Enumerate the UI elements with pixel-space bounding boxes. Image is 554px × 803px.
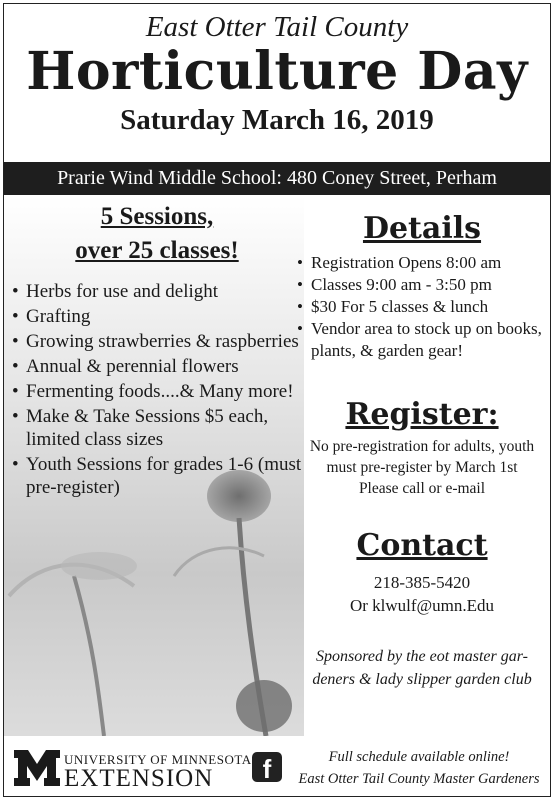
register-line: No pre-registration for adults, youth <box>309 438 535 455</box>
sponsor-line: Sponsored by the eot master gar- <box>316 648 528 665</box>
sessions-list <box>12 280 302 499</box>
organization-name: East Otter Tail County Master Gardeners <box>298 771 540 787</box>
flyer <box>3 3 551 797</box>
university-m-logo-icon <box>14 750 60 786</box>
university-name: UNIVERSITY OF MINNESOTA <box>64 752 252 767</box>
venue-banner: Prarie Wind Middle School: 480 Coney Street, Perham <box>4 162 550 195</box>
sessions-column <box>12 200 302 501</box>
list-item: • $30 For 5 classes & lunch <box>297 296 547 318</box>
details-column <box>297 212 547 691</box>
county-name: East Otter Tail County <box>145 11 409 43</box>
sponsor-text <box>297 645 547 691</box>
footer <box>4 736 550 796</box>
contact-phone: 218-385-5420 <box>373 573 471 592</box>
contact-info <box>297 571 547 617</box>
contact-email: Or klwulf@umn.Edu <box>349 596 495 615</box>
event-date: Saturday March 16, 2019 <box>120 104 434 136</box>
register-line: Please call or e-mail <box>358 480 486 497</box>
list-item: • Make & Take Sessions $5 each, limited class sizes <box>12 405 302 451</box>
schedule-note: Full schedule available online! <box>328 749 510 765</box>
details-heading: Details <box>362 211 482 246</box>
register-line: must pre-register by March 1st <box>326 459 518 476</box>
list-item: • Annual & perennial flowers <box>12 355 302 378</box>
list-item: • Fermenting foods....& Many more! <box>12 380 302 403</box>
list-item: • Growing strawberries & raspberries <box>12 330 302 353</box>
register-heading: Register: <box>345 397 499 432</box>
list-item: • Grafting <box>12 305 302 328</box>
list-item: • Registration Opens 8:00 am <box>297 252 547 274</box>
register-info <box>297 436 547 499</box>
list-item: • Classes 9:00 am - 3:50 pm <box>297 274 547 296</box>
sessions-heading-line1: 5 Sessions, <box>100 203 214 230</box>
contact-heading: Contact <box>356 528 488 563</box>
extension-name: EXTENSION <box>64 765 214 792</box>
list-item: • Vendor area to stock up on books, plants, & garden gear! <box>297 318 547 362</box>
details-list <box>297 252 547 362</box>
header <box>4 10 550 138</box>
footer-info <box>294 746 544 790</box>
sponsor-line: deners & lady slipper garden club <box>312 671 532 688</box>
facebook-icon: f <box>252 752 282 782</box>
sessions-heading-line2: over 25 classes! <box>75 237 239 264</box>
list-item: • Herbs for use and delight <box>12 280 302 303</box>
event-title: Horticulture Day <box>26 41 528 102</box>
list-item: • Youth Sessions for grades 1-6 (must pre-register) <box>12 453 302 499</box>
